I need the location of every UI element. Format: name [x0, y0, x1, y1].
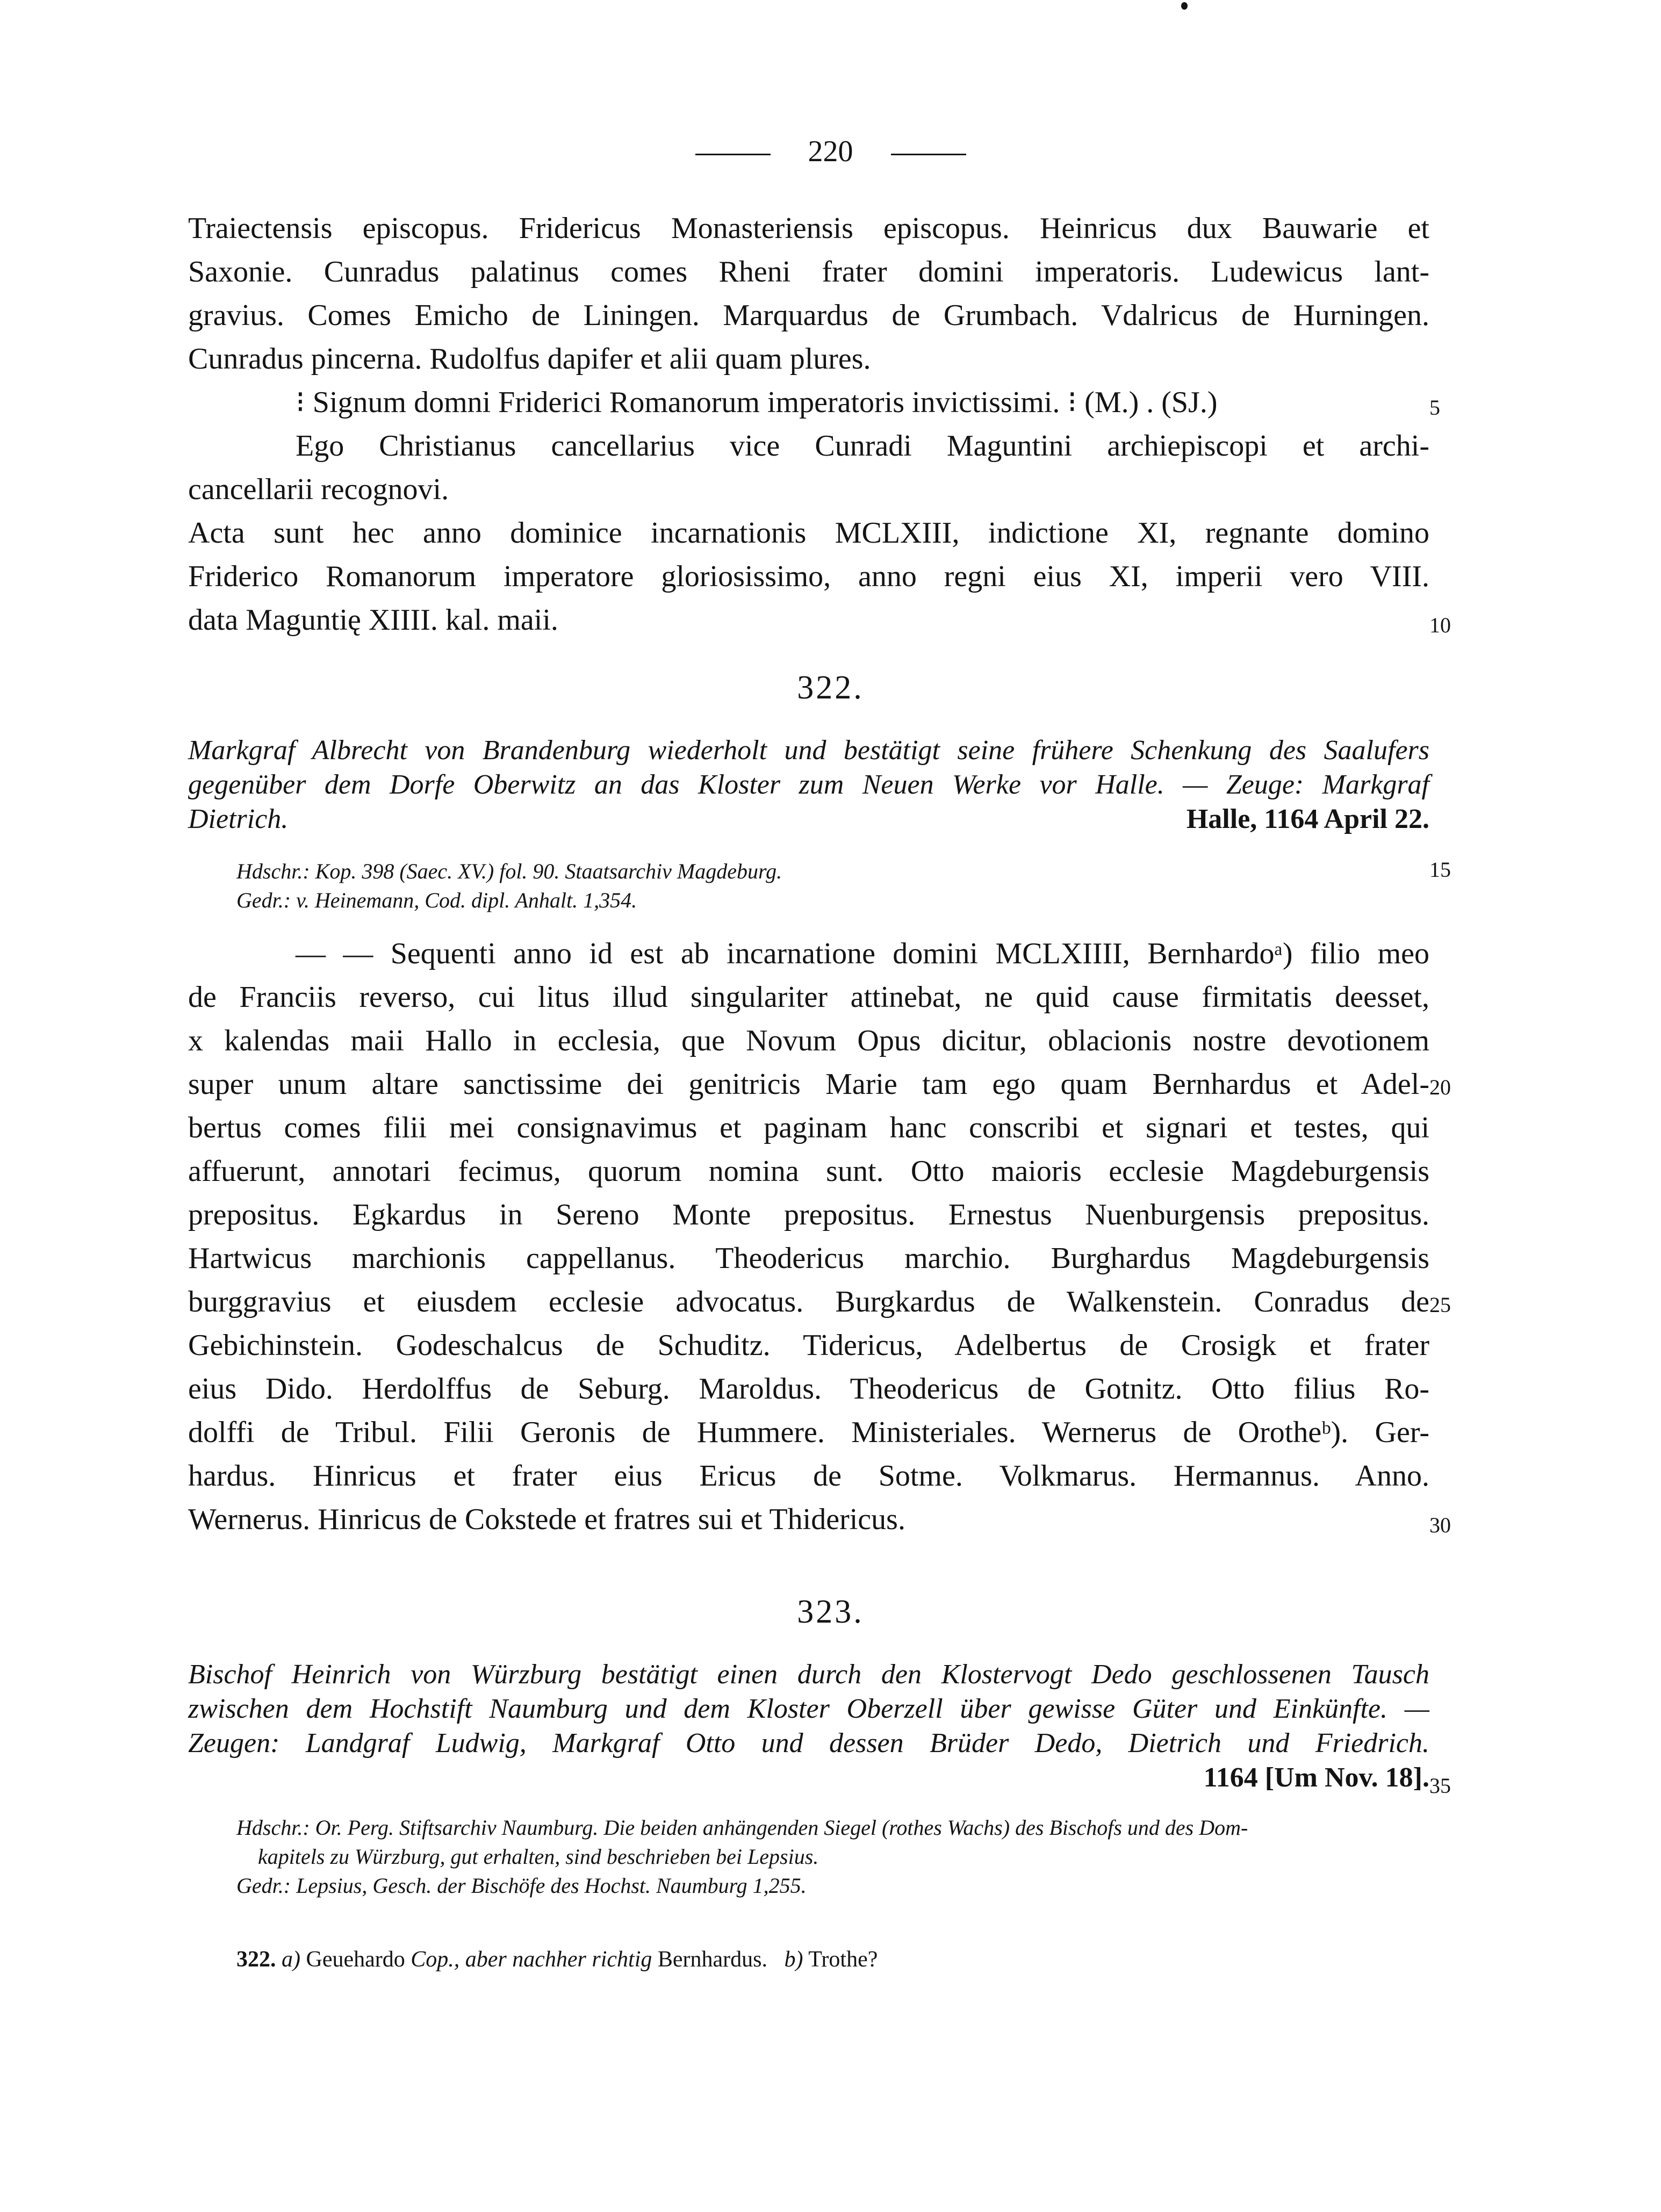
text-line: Wernerus. Hinricus de Cokstede et fratres sui et Thidericus.: [188, 1503, 905, 1536]
document-date: 1164 [Um Nov. 18].: [1203, 1762, 1429, 1793]
ink-speck: [1181, 2, 1188, 10]
source-line: Gedr.: Lepsius, Gesch. der Bischöfe des Hochst. Naumburg 1,255.: [236, 1874, 807, 1898]
document-text-322: [188, 932, 1429, 1541]
text-line: Gebichinstein. Godeschalcus de Schuditz. Tidericus, Adelbertus de Crosigk et frater: [188, 1329, 1429, 1362]
regest-line: gegenüber dem Dorfe Oberwitz an das Kloster zum Neuen Werke vor Halle. — Zeuge: Markgraf: [188, 769, 1429, 800]
footnote-a-correct: Bernhardus.: [657, 1947, 767, 1972]
source-line: Hdschr.: Kop. 398 (Saec. XV.) fol. 90. Staatsarchiv Magdeburg.: [236, 859, 782, 883]
source-line: kapitels zu Würzburg, gut erhalten, sind beschrieben bei Lepsius.: [258, 1844, 819, 1869]
regest-date-line: [188, 1761, 1429, 1795]
source-line: Gedr.: v. Heinemann, Cod. dipl. Anhalt. 1,354.: [236, 888, 637, 912]
text-line: eius Dido. Herdolffus de Seburg. Maroldus. Theodericus de Gotnitz. Otto filius Ro-: [188, 1372, 1429, 1406]
line-number: 5: [1429, 395, 1440, 420]
regest-line: Dietrich.: [188, 804, 289, 834]
footnote-b-label: b): [784, 1947, 803, 1972]
text-line: prepositus. Egkardus in Sereno Monte prepositus. Ernestus Nuenburgensis prepositus.: [188, 1198, 1429, 1231]
footnotes: [236, 1945, 1419, 1974]
text-line: Friderico Romanorum imperatore gloriosissimo, anno regni eius XI, imperii vero VIII.: [188, 560, 1429, 593]
line-number: 10: [1429, 613, 1451, 637]
sources-323: [236, 1813, 1419, 1900]
regest-323: [188, 1658, 1429, 1795]
text-line: gravius. Comes Emicho de Liningen. Marquardus de Grumbach. Vdalricus de Hurningen.: [188, 299, 1429, 332]
regest-line: zwischen dem Hochstift Naumburg und dem Kloster Oberzell über gewisse Güter und Einkünfte. —: [188, 1694, 1429, 1724]
footnote-a-label: a): [282, 1947, 300, 1972]
text-line: Acta sunt hec anno dominice incarnationis MCLXIII, indictione XI, regnante domino: [188, 516, 1429, 550]
text-line: — — Sequenti anno id est ab incarnatione domini MCLXIIII, Bernhardoᵃ) filio meo: [296, 937, 1429, 970]
regest-line: Bischof Heinrich von Würzburg bestätigt einen durch den Klostervogt Dedo geschlossenen Tausch: [188, 1659, 1429, 1690]
text-line: cancellarii recognovi.: [188, 473, 449, 506]
sources-322: [236, 857, 1419, 915]
document-number-323: 323.: [797, 1594, 864, 1630]
text-line: data Maguntię XIIII. kal. maii.: [188, 603, 558, 637]
page-number: 220: [808, 135, 853, 168]
footnote-b-text: Trothe?: [808, 1947, 878, 1972]
text-line: burggravius et eiusdem ecclesie advocatus. Burgkardus de Walkenstein. Conradus de: [188, 1285, 1429, 1318]
continuation-text: [188, 207, 1429, 642]
signum-line: ⁝ Signum domni Friderici Romanorum imperatoris invictissimi. ⁝ (M.) . (SJ.): [296, 386, 1218, 419]
text-line: hardus. Hinricus et frater eius Ericus de Sotme. Volkmarus. Hermannus. Anno.: [188, 1459, 1429, 1493]
text-line: affuerunt, annotari fecimus, quorum nomina sunt. Otto maioris ecclesie Magdeburgensis: [188, 1155, 1429, 1188]
regest-line: Zeugen: Landgraf Ludwig, Markgraf Otto und dessen Brüder Dedo, Dietrich und Friedrich.: [188, 1728, 1429, 1759]
header-dash-left: [695, 154, 771, 155]
line-number: 30: [1429, 1513, 1451, 1537]
line-number: 15: [1429, 858, 1451, 882]
header-dash-right: [891, 154, 966, 155]
text-line: super unum altare sanctissime dei genitricis Marie tam ego quam Bernhardus et Adel-: [188, 1068, 1429, 1101]
regest-line: Markgraf Albrecht von Brandenburg wiederholt und bestätigt seine frühere Schenkung des Saalufers: [188, 735, 1429, 766]
regest-line-with-date: [188, 802, 1429, 837]
text-line: Hartwicus marchionis cappellanus. Theodericus marchio. Burghardus Magdeburgensis: [188, 1242, 1429, 1275]
document-date: Halle, 1164 April 22.: [1186, 804, 1429, 834]
text-line: x kalendas maii Hallo in ecclesia, que Novum Opus dicitur, oblacionis nostre devotionem: [188, 1024, 1429, 1057]
footnote-ref: 322.: [236, 1947, 276, 1972]
footnote-a-source: Cop., aber nachher richtig: [411, 1947, 652, 1972]
line-number: 20: [1429, 1075, 1451, 1099]
regest-322: [188, 733, 1429, 837]
footnote-a-text: Geuehardo: [306, 1947, 405, 1972]
text-line: Ego Christianus cancellarius vice Cunradi Maguntini archiepiscopi et archi-: [296, 429, 1429, 463]
line-number: 25: [1429, 1293, 1451, 1317]
page-number-header: [0, 134, 1661, 169]
text-line: Saxonie. Cunradus palatinus comes Rheni frater domini imperatoris. Ludewicus lant-: [188, 255, 1429, 289]
text-line: bertus comes filii mei consignavimus et paginam hanc conscribi et signari et testes, qui: [188, 1111, 1429, 1144]
source-line: Hdschr.: Or. Perg. Stiftsarchiv Naumburg. Die beiden anhängenden Siegel (rothes Wachs) des Bischofs und des Dom-: [236, 1815, 1248, 1840]
text-line: dolffi de Tribul. Filii Geronis de Hummere. Ministeriales. Wernerus de Orotheᵇ). Ger-: [188, 1416, 1429, 1449]
text-line: de Franciis reverso, cui litus illud singulariter attinebat, ne quid cause firmitatis deesset,: [188, 981, 1429, 1014]
text-line: Traiectensis episcopus. Fridericus Monasteriensis episcopus. Heinricus dux Bauwarie et: [188, 212, 1429, 245]
text-line: Cunradus pincerna. Rudolfus dapifer et alii quam plures.: [188, 342, 871, 376]
line-number: 35: [1429, 1774, 1451, 1798]
document-number-322: 322.: [797, 669, 864, 706]
